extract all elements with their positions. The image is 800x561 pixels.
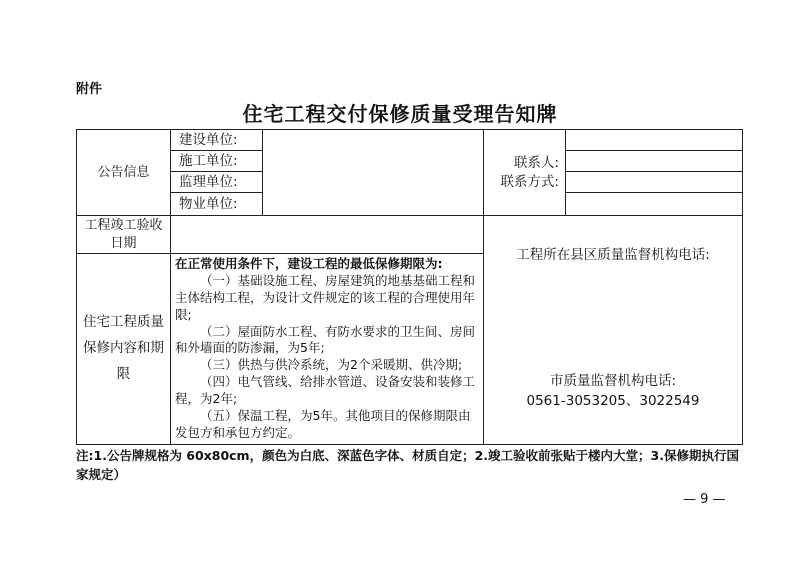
page-number: — 9 — — [683, 492, 726, 507]
builder-unit-label: 施工单位: — [171, 151, 263, 172]
warranty-terms-cell — [171, 254, 484, 445]
table-row — [77, 130, 743, 151]
terms-item-2: （二）屋面防水工程、有防水要求的卫生间、房间和外墙面的防渗漏，为5年; — [175, 323, 476, 356]
phone-cell — [484, 216, 743, 445]
notice-info-label: 公告信息 — [77, 130, 171, 216]
unit-values-cell — [263, 130, 484, 216]
construction-unit-label: 建设单位: — [171, 130, 263, 151]
contact-labels-cell — [484, 130, 566, 216]
property-unit-label: 物业单位: — [171, 193, 263, 216]
page-title: 住宅工程交付保修质量受理告知牌 — [242, 102, 558, 126]
contact-person-value — [566, 151, 743, 172]
contact-method-label: 联系方式: — [500, 173, 559, 190]
city-phone-label: 市质量监督机构电话: — [549, 373, 677, 390]
attachment-label: 附件 — [76, 82, 103, 97]
city-phone-numbers: 0561-3053205、3022549 — [526, 393, 700, 410]
warranty-label: 住宅工程质量保修内容和期限 — [77, 254, 171, 445]
terms-intro: 在正常使用条件下，建设工程的最低保修期限为: — [175, 256, 443, 271]
blank-cell — [566, 193, 743, 216]
contact-person-label: 联系人: — [513, 155, 559, 172]
blank-cell — [566, 130, 743, 151]
county-phone-label: 工程所在县区质量监督机构电话: — [516, 247, 710, 263]
terms-item-5: （五）保温工程，为5年。其他项目的保修期限由发包方和承包方约定。 — [175, 407, 471, 440]
terms-item-4: （四）电气管线、给排水管道、设备安装和装修工程，为2年; — [175, 374, 476, 406]
acceptance-date-label: 工程竣工验收日期 — [77, 216, 171, 254]
notice-board-table — [76, 129, 743, 445]
terms-item-3: （三）供热与供冷系统，为2个采暖期、供冷期; — [200, 357, 463, 373]
supervision-unit-label: 监理单位: — [171, 172, 263, 193]
terms-item-1: （一）基础设施工程、房屋建筑的地基基础工程和主体结构工程，为设计文件规定的该工程的合理使用年限; — [175, 272, 476, 322]
footnote: 注:1.公告牌规格为 60x80cm，颜色为白底、深蓝色字体、材质自定；2.竣工验收前张贴于楼内大堂；3.保修期执行国家规定） — [76, 448, 739, 483]
acceptance-date-value — [171, 216, 484, 254]
contact-method-value — [566, 172, 743, 193]
table-row — [77, 216, 743, 254]
